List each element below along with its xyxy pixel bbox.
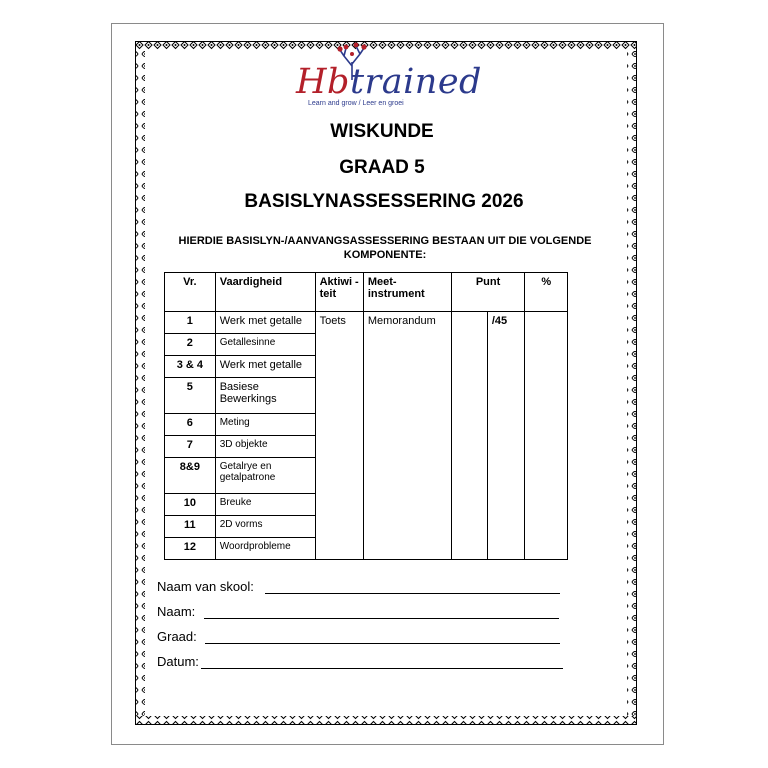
row-skill: Getallesinne <box>215 334 315 356</box>
row-skill: Woordprobleme <box>215 538 315 560</box>
row-vr: 7 <box>165 436 216 458</box>
row-skill: 3D objekte <box>215 436 315 458</box>
row-vr: 2 <box>165 334 216 356</box>
row-vr: 11 <box>165 516 216 538</box>
row-skill: Werk met getalle <box>215 312 315 334</box>
table-row <box>165 312 568 334</box>
activity-cell: Toets <box>315 312 363 560</box>
row-vr: 5 <box>165 378 216 414</box>
name-label: Naam: <box>157 604 196 619</box>
intro-text: HIERDIE BASISLYN-/AANVANGSASSESSERING BESTAAN UIT DIE VOLGENDE KOMPONENTE: <box>178 235 592 261</box>
name-field[interactable] <box>157 604 254 629</box>
row-vr: 10 <box>165 494 216 516</box>
percent-cell <box>525 312 568 560</box>
mark-total-cell: /45 <box>487 312 525 560</box>
grade-label: Graad: <box>157 629 197 644</box>
header-percent: % <box>525 273 568 312</box>
assessment-title: BASISLYNASSESSERING 2026 <box>244 191 524 212</box>
grade-field[interactable] <box>157 629 254 654</box>
row-vr: 3 & 4 <box>165 356 216 378</box>
table-body <box>165 312 568 560</box>
row-skill: Meting <box>215 414 315 436</box>
row-skill: Werk met getalle <box>215 356 315 378</box>
date-label: Datum: <box>157 654 199 669</box>
brand-logo <box>296 62 482 110</box>
school-line[interactable] <box>265 593 560 594</box>
row-vr: 1 <box>165 312 216 334</box>
row-vr: 6 <box>165 414 216 436</box>
school-field[interactable] <box>157 579 254 604</box>
brand-suffix: trained <box>349 62 482 102</box>
brand-tagline: Learn and grow / Leer en groei <box>308 100 404 107</box>
row-skill: 2D vorms <box>215 516 315 538</box>
header-vr: Vr. <box>165 273 216 312</box>
grade-line[interactable] <box>205 643 560 644</box>
row-vr: 8&9 <box>165 458 216 494</box>
components-table <box>164 272 568 560</box>
brand-prefix: Hb <box>296 62 350 102</box>
table-header-row <box>165 273 568 312</box>
row-skill: Breuke <box>215 494 315 516</box>
instrument-cell: Memorandum <box>363 312 451 560</box>
date-line[interactable] <box>201 668 563 669</box>
header-skill: Vaardigheid <box>215 273 315 312</box>
school-label: Naam van skool: <box>157 579 254 594</box>
row-vr: 12 <box>165 538 216 560</box>
row-skill: Basiese Bewerkings <box>215 378 315 414</box>
header-mark: Punt <box>451 273 525 312</box>
subject-title: WISKUNDE <box>330 121 434 142</box>
learner-details <box>157 579 254 679</box>
grade-title: GRAAD 5 <box>339 157 425 178</box>
brand-wordmark <box>296 62 482 102</box>
name-line[interactable] <box>204 618 559 619</box>
mark-input-cell <box>451 312 487 560</box>
header-instrument: Meet-instrument <box>363 273 451 312</box>
date-field[interactable] <box>157 654 254 679</box>
header-activity: Aktiwi -teit <box>315 273 363 312</box>
row-skill: Getalrye en getalpatrone <box>215 458 315 494</box>
